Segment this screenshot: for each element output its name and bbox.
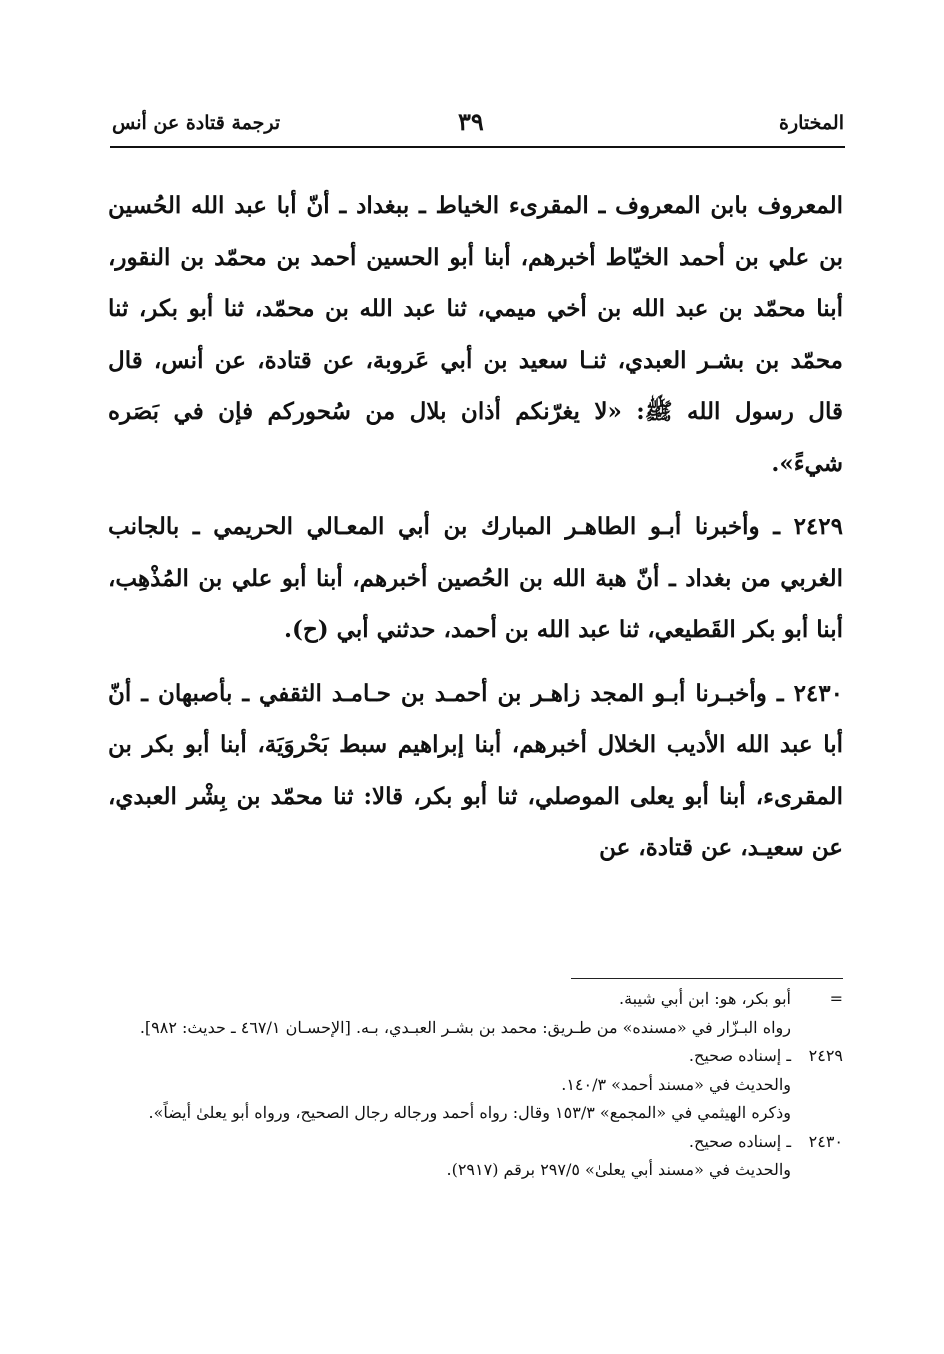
- paragraph-text: ـ وأخبـرنا أبـو المجد زاهـر بن أحمـد بن حـامـد الثقفي ـ بأصبهان ـ أنّ أبا عبد الله الأديب الخلال أخبرهم، أبنا إبراهيم سبط بَحْروَيَة، أبنا أبو بكر بن المقرىء، أبنا أبو يعلى الموصلي، ثنا أبو بكر، قالا: ثنا محمّد بن بِشْر العبدي، عن سعيـد، عن قتادة، عن: [108, 679, 843, 861]
- footnote-continuation: [108, 985, 843, 1042]
- paragraph-text: المعروف بابن المعروف ـ المقرىء الخياط ـ ببغداد ـ أنّ أبا عبد الله الحُسين بن علي بن أحمد الخيّاط أخبرهم، أبنا أبو الحسين أحمد بن محمّد بن النقور، أبنا محمّد بن عبد الله بن أخي ميمي، ثنا عبد الله بن محمّد، ثنا أبو بكر، ثنا محمّد بن بشـر العبدي، ثنـا سعيد بن أبي عَروبة، عن قتادة، عن أنس، قال قال رسول الله ﷺ: «لا يغرّنكم أذان بلال من سُحوركم فإن في بَصَره شيءً».: [108, 192, 843, 477]
- header-rule: [110, 146, 845, 148]
- running-header-chapter-title: ترجمة قتادة عن أنس: [112, 112, 281, 134]
- hadith-number: ٢٤٢٩: [793, 513, 843, 540]
- paragraph-hadith-2430: [108, 668, 843, 874]
- paragraph-text: ـ وأخبرنا أبـو الطاهـر المبارك بن أبي المعـالي الحريمي ـ بالجانب الغربي من بغداد ـ أنّ هبة الله بن الحُصين أخبرهم، أبنا أبو علي بن المُذْهِب، أبنا أبو بكر القَطيعي، ثنا عبد الله بن أحمد، حدثني أبي (ح).: [108, 513, 843, 643]
- footnote-2429: [108, 1042, 843, 1128]
- footnote-text: [108, 985, 791, 1042]
- hadith-number: ٢٤٣٠: [793, 679, 843, 707]
- footnote-line: والحديث في «مسند أحمد» ١٤٠/٣.: [561, 1074, 791, 1094]
- footnote-line: أبو بكر، هو: ابن أبي شيبة.: [618, 989, 791, 1008]
- footnote-line: رواه البـزّار في «مسنده» من طـريق: محمد بن بشـر العبـدي، بـه. [الإحسـان ٤٦٧/١ ـ حديث: ٩٨٢].: [139, 1017, 791, 1037]
- footnote-line: ـ إسناده صحيح.: [688, 1131, 791, 1151]
- page-number: ٣٩: [458, 107, 484, 136]
- main-text: [108, 180, 843, 874]
- footnote-2430: [108, 1128, 843, 1185]
- footnote-mark: ٢٤٣٠: [808, 1131, 843, 1151]
- paragraph-hadith-2429: [108, 501, 843, 656]
- footnote-mark: ٢٤٢٩: [808, 1046, 843, 1065]
- footnote-line: وذكره الهيثمي في «المجمع» ١٥٣/٣ وقال: رواه أحمد ورجاله رجال الصحيح، ورواه أبو يعلىٰ أيضاً».: [148, 1103, 791, 1122]
- footnotes: [108, 985, 843, 1185]
- running-header-book-title: المختارة: [779, 112, 844, 134]
- footnote-text: [108, 1128, 791, 1185]
- footnote-mark: =: [829, 989, 843, 1008]
- footnote-line: والحديث في «مسند أبي يعلىٰ» ٢٩٧/٥ برقم (٢٩١٧).: [446, 1160, 791, 1179]
- footnote-text: [108, 1042, 791, 1128]
- footnote-separator: [571, 978, 843, 979]
- paragraph-continuation: [108, 180, 843, 489]
- footnote-line: ـ إسناده صحيح.: [688, 1046, 791, 1065]
